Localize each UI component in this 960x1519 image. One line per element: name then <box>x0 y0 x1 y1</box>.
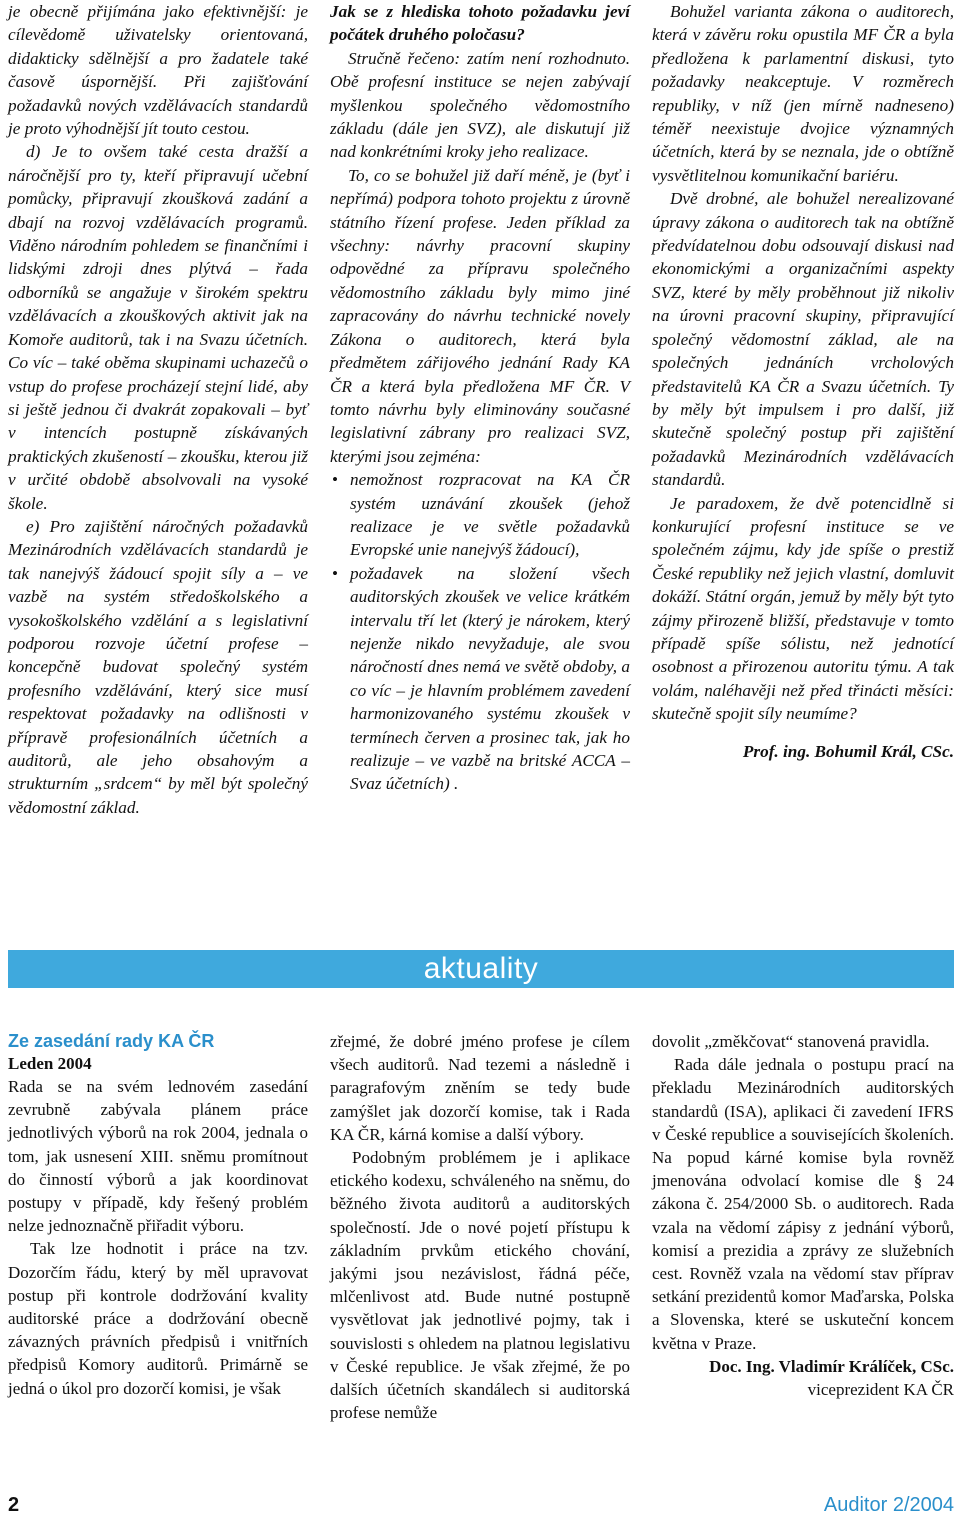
paragraph: dovolit „změkčovat“ stanovená pravidla. <box>652 1032 930 1051</box>
paragraph: je obecně přijímána jako efektivnější: je cílevědomě uživatelsky orientovaná, didakticky sdělnější a pro žadatele také časově úspornější. Při zajišťování požadavků nových vzdělávacích standardů je proto výhodnější jít touto cestou. <box>8 2 308 139</box>
paragraph: Stručně řečeno: zatím není rozhodnuto. Obě profesní instituce se nejen zabývají myšlenkou společného vědomostního základu (dále jen SVZ), ale diskutují již nad konkrétními kroky jeho realizace. <box>330 48 630 162</box>
upper-column-2 <box>330 0 630 796</box>
paragraph: e) Pro zajištění náročných požadavků Mezinárodních vzdělávacích standardů je tak nanejvýš žádoucí spojit síly a – ve vazbě na systém středoškolského a vysokoškolského vzdělání a s legislativní podporou rozvoje účetní profese – koncepčně budovat společný systém profesního vzdělávání, který sice musí respektovat požadavky na odlišnosti v přípravě profesionálních účetních a auditorů, ale jeho obsahovým a strukturním „srdcem“ by měl být společný vědomostní základ. <box>8 516 308 817</box>
lower-column-2 <box>330 1030 630 1424</box>
upper-column-1 <box>8 0 308 819</box>
paragraph: To, co se bohužel již daří méně, je (byť i nepřímá) podpora tohoto projektu z úrovně státního řízení profese. Jeden příklad za všechny: návrhy pracovní skupiny odpovědné za přípravu společného vědomostního základu byly mimo jiné zapracovány do návrhu technické novely Zákona o auditorech, která byla předmětem zářijového jednání Rady KA ČR a která byla předložena MF ČR. V tomto návrhu byly eliminovány současné legislativní zábrany pro realizaci SVZ, kterými jsou zejména: <box>330 165 630 466</box>
section-band-title: aktuality <box>423 952 539 985</box>
author-name <box>652 1355 954 1378</box>
magazine-name: Auditor 2/2004 <box>823 1494 954 1516</box>
paragraph: Rada se na svém lednovém zasedání zevrubně zabývala plánem práce jednotlivých výborů na rok 2004, jednala o tom, jak usnesení XIII. sněmu promítnout do činností výborů a jak koordinovat postupy v případě, kdy řešený problém nelze jednoznačně přiřadit výboru. <box>8 1077 308 1236</box>
paragraph: Bohužel varianta zákona o auditorech, která v závěru roku opustila MF ČR a byla předložena k parlamentní diskusi, tyto požadavky neakceptuje. V rozměrech republiky, v níž (jen mírně nadneseno) téměř neexistuje dvojice významných účetních, která by se neznala, jde o obtížně vysvětlitelnou komunikační bariéru. <box>652 2 954 185</box>
author-signature: Prof. ing. Bohumil Král, CSc. <box>742 741 954 761</box>
lower-column-1 <box>8 1030 308 1400</box>
bullet-icon: • <box>332 563 339 583</box>
bullet-list <box>330 468 630 796</box>
section-band <box>8 950 954 988</box>
paragraph: Dvě drobné, ale bohužel nerealizované úpravy zákona o auditorech tak na obtížně předvídatelnou dobu odsouvají diskusi nad ekonomickými a organizačními aspekty SVZ, které by měly proběhnout již nikoliv na úrovni pracovní skupiny, připravující společný vědomostní základ, ale na společných jednáních vrcholových představitelů KA ČR a Svazu účetních. Ty by měly být impulsem i pro další, již skutečně společný postup při zajištění požadavků Mezinárodních vzdělávacích standardů. <box>652 189 954 490</box>
paragraph: zřejmé, že dobré jméno profese je cílem všech auditorů. Nad tezemi a následně i paragrafovým zněním se tedy bude zamýšlet jak dozorčí komise, tak i Rada KA ČR, kárná komise a další výbory. <box>330 1032 630 1144</box>
upper-column-3 <box>652 0 954 763</box>
list-item-text: nemožnost rozpracovat na KA ČR systém uznávání zkoušek (jehož realizace je ve světle požadavků Evropské unie nanejvýš žádoucí), <box>350 470 630 560</box>
list-item <box>330 562 630 796</box>
paragraph: Tak lze hodnotit i práce na tzv. Dozorčím řádu, který by měl upravovat postup při kontrole dodržování kvality auditorské práce a dodržování obecně závazných právních předpisů i vnitřních předpisů Komory auditorů. Primárně se jedná o úkol pro dozorčí komisi, je však <box>8 1239 308 1398</box>
section-heading: Jak se z hlediska tohoto požadavku jeví počátek druhého poločasu? <box>330 2 630 45</box>
bullet-icon: • <box>332 470 339 490</box>
paragraph: Podobným problémem je i aplikace etického kodexu, schváleného na sněmu, do běžného života auditorů a auditorských společností. Jde o nové pojetí přístupu k základním prvkům etického chování, jakými jsou nezávislost, řádná péče, mlčenlivost atd. Bude nutné postupně vysvětlovat jak jednotlivé pojmy, tak i souvislosti s ohledem na platnou legislativu v České republice. Je však zřejmé, že po dalších účetních skandálech si auditorská profese nemůže <box>330 1148 630 1423</box>
paragraph: d) Je to ovšem také cesta dražší a náročnější pro ty, kteří připravují učební pomůcky, připravují zkoušková zadání a dbají na rozvoj vzdělávacích programů. Viděno národním pohledem se finančními i lidskými zdroji dnes plýtvá – řada odborníků se angažuje v širokém spektru vzdělávacích a zkouškových aktivit jak na Komoře auditorů, tak i na Svazu účetních. Co víc – také oběma skupinami uchazečů o vstup do profese procházejí stejní lidé, aby si ještě jednou či dvakrát zopakovali – byť v intencích postupně získávaných praktických zkušeností – zkoušku, kterou již v určité obdobě absolvovali na vysoké škole. <box>8 142 308 513</box>
paragraph: Rada dále jednala o postupu prací na překladu Mezinárodních auditorských standardů (ISA), aplikaci či zavedení IFRS v České republice a souvisejících školeních. Na popud kárné komise byla rovněž jmenována odvolací komise dle § 24 zákona č. 254/2000 Sb. o auditorech. Rada vzala na vědomí zápisy z jednání výborů, komisí a prezidia a zprávy ze služebních cest. Rovněž vzala na vědomí stav příprav setkání prezidentů komor Maďarska, Polska a Slovenska, které se uskuteční koncem května v Praze. <box>652 1055 954 1353</box>
paragraph: Je paradoxem, že dvě potencidlně si konkurující profesní instituce se ve společném zájmu, kdy jde spíše o prestiž České republiky než jejich vlastní, domluvit dokáží. Státní orgán, jemuž by měly být tyto zájmy přirozeně bližší, představuje v tomto případě spíše sólistu, než jednotící osobnost a přirozenou autoritu týmu. A tak volám, naléhavěji než před třinácti měsíci: skutečně spojit síly neumíme? <box>652 493 954 724</box>
article-title: Ze zasedání rady KA ČR <box>8 1031 215 1051</box>
lower-column-3 <box>652 1030 954 1401</box>
article-subtitle: Leden 2004 <box>8 1054 92 1073</box>
list-item-text: požadavek na složení všech auditorských zkoušek ve velice krátkém intervalu tří let (který je nárokem, který nejenže nikdo nevyžaduje, ale svou náročností dnes nemá ve světě obdoby, a co víc – je hlavním problémem zavedení harmonizovaného systému zkoušek v termínech červen a prosinec tak, jak ho realizuje – ve vazbě na britské ACCA – Svaz účetních) . <box>350 563 630 794</box>
list-item <box>330 468 630 562</box>
author-role: viceprezident KA ČR <box>807 1380 954 1400</box>
page-number: 2 <box>8 1494 20 1516</box>
author-name-text: Doc. Ing. Vladimír Králíček, CSc. <box>709 1356 954 1376</box>
